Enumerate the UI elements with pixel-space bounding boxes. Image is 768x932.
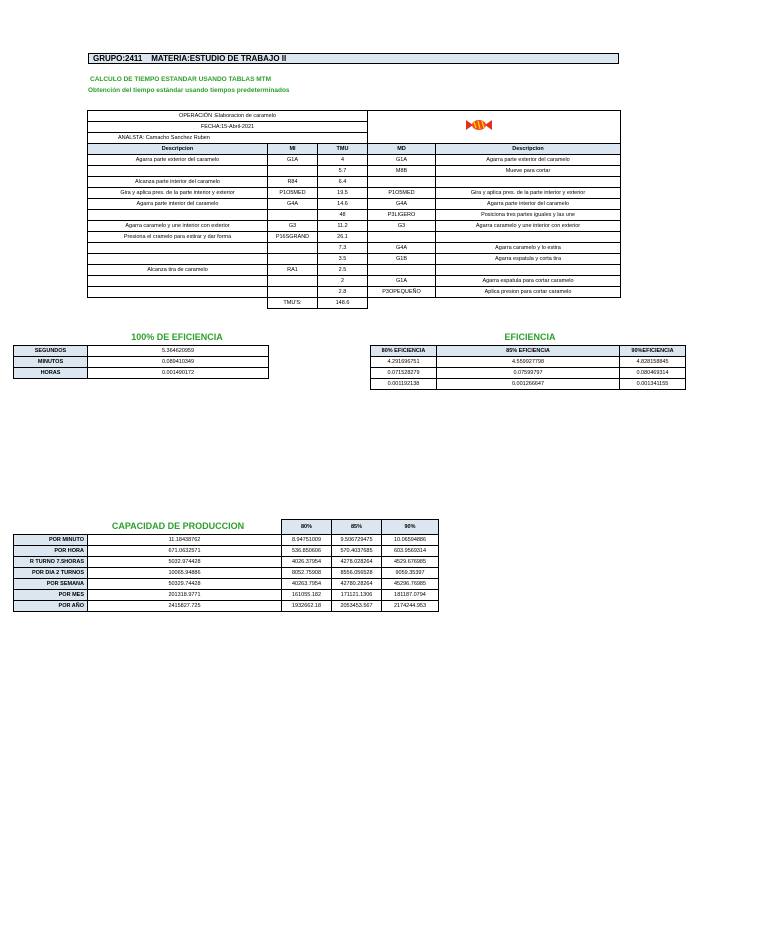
header-descripcion-right: Descripcion — [436, 144, 621, 155]
cap-value: 536.850606 — [282, 546, 332, 557]
mtm-cell-tmu: 7.3 — [318, 243, 368, 254]
eff-cell: 4.828158845 — [620, 357, 686, 368]
mtm-cell-md: G4A — [368, 243, 436, 254]
mtm-cell-mi: RA1 — [268, 265, 318, 276]
subtitle-mtm: CALCULO DE TIEMPO ESTANDAR USANDO TABLAS MTM — [90, 76, 272, 83]
table-row — [88, 188, 621, 199]
table-row — [14, 368, 269, 379]
table-row — [371, 379, 686, 390]
cap-base: 2415827.725 — [88, 601, 282, 612]
mtm-cell-tmu: 4 — [318, 155, 368, 166]
table-row — [14, 568, 439, 579]
candy-icon — [464, 118, 494, 132]
table-row — [14, 535, 439, 546]
efficiency-table — [370, 345, 686, 390]
mtm-cell-desc-right: Agarra espatula y corta tira — [436, 254, 621, 265]
mtm-cell-md — [368, 265, 436, 276]
cap-value: 171121.1306 — [332, 590, 382, 601]
mtm-cell-tmu: 5.7 — [318, 166, 368, 177]
table-row — [88, 265, 621, 276]
table-row — [88, 221, 621, 232]
eff-header-85: 85% EFICIENCIA — [437, 346, 620, 357]
cap-value: 4278.028264 — [332, 557, 382, 568]
mtm-cell-desc-left: Alcanza tira de caramelo — [88, 265, 268, 276]
mtm-cell-mi: G3 — [268, 221, 318, 232]
cap-value: 161055.182 — [282, 590, 332, 601]
operation-cell: OPERACIÓN :Elaboracion de caramelo — [88, 111, 368, 122]
cap-value: 9059.35397 — [382, 568, 439, 579]
mtm-cell-mi — [268, 243, 318, 254]
date-cell: FECHA:15-Abril-2021 — [88, 122, 368, 133]
mtm-cell-mi — [268, 287, 318, 298]
table-row — [88, 199, 621, 210]
subject-label: MATERIA:ESTUDIO DE TRABAJO II — [151, 54, 287, 63]
mtm-cell-desc-right — [436, 232, 621, 243]
mtm-cell-tmu: 48 — [318, 210, 368, 221]
efficiency100-table — [13, 345, 269, 379]
mtm-cell-mi: P1O5MED — [268, 188, 318, 199]
tmu-total-value: 148.6 — [318, 298, 368, 309]
eff-cell: 0.001266647 — [437, 379, 620, 390]
cap-value: 45296.76985 — [382, 579, 439, 590]
mtm-cell-md: G3 — [368, 221, 436, 232]
mtm-cell-md: P3LIGERO — [368, 210, 436, 221]
mtm-cell-mi: G1A — [268, 155, 318, 166]
header-bar — [88, 53, 619, 64]
eff-header-90: 90%EFICIENCIA — [620, 346, 686, 357]
table-row — [14, 346, 269, 357]
eff-header-80: 80% EFICIENCIA — [371, 346, 437, 357]
table-row — [14, 590, 439, 601]
cap-value: 570.4037685 — [332, 546, 382, 557]
eff-cell: 0.080469314 — [620, 368, 686, 379]
efficiency-title: EFICIENCIA — [504, 332, 556, 342]
cap-value: 42780.28264 — [332, 579, 382, 590]
mtm-cell-md: G1A — [368, 155, 436, 166]
eff100-value: 0.001490172 — [88, 368, 269, 379]
header-tmu: TMU — [318, 144, 368, 155]
table-row — [14, 546, 439, 557]
mtm-cell-md — [368, 232, 436, 243]
cap-value: 8.94751009 — [282, 535, 332, 546]
header-md: MD — [368, 144, 436, 155]
eff-cell: 4.291696751 — [371, 357, 437, 368]
eff100-value: 0.089410349 — [88, 357, 269, 368]
mtm-cell-desc-right: Posiciona tres partes iguales y las une — [436, 210, 621, 221]
mtm-cell-desc-right: Agarra caramelo y une interior con exterior — [436, 221, 621, 232]
cap-label: POR HORA — [14, 546, 88, 557]
mtm-cell-tmu: 26.1 — [318, 232, 368, 243]
cap-base: 11.18438762 — [88, 535, 282, 546]
cap-value: 8052.75908 — [282, 568, 332, 579]
mtm-cell-mi: P16SGRAND — [268, 232, 318, 243]
table-row — [88, 166, 621, 177]
mtm-cell-desc-left — [88, 166, 268, 177]
cap-base: 10065.94886 — [88, 568, 282, 579]
mtm-cell-tmu: 14.6 — [318, 199, 368, 210]
table-row — [88, 210, 621, 221]
mtm-cell-desc-left — [88, 287, 268, 298]
cap-value: 2053453.567 — [332, 601, 382, 612]
mtm-cell-desc-right: Agarra parte interior del caramelo — [436, 199, 621, 210]
subtitle-predetermined: Obtención del tiempo estándar usando tiempos predeterminados — [88, 87, 290, 94]
eff100-label: SEGUNDOS — [14, 346, 88, 357]
eff-cell: 0.07599797 — [437, 368, 620, 379]
mtm-cell-md — [368, 177, 436, 188]
cap-label: POR DIA 2 TURNOS — [14, 568, 88, 579]
cap-label: POR AÑO — [14, 601, 88, 612]
cap-base: 671.0632571 — [88, 546, 282, 557]
table-row — [14, 557, 439, 568]
eff100-label: MINUTOS — [14, 357, 88, 368]
cap-label: POR MES — [14, 590, 88, 601]
mtm-cell-md: G1B — [368, 254, 436, 265]
table-row — [14, 357, 269, 368]
cap-label: POR MINUTO — [14, 535, 88, 546]
mtm-cell-desc-left — [88, 243, 268, 254]
mtm-cell-md: P3OPEQUEÑO — [368, 287, 436, 298]
mtm-cell-desc-left — [88, 210, 268, 221]
mtm-cell-mi: R84 — [268, 177, 318, 188]
header-mi: MI — [268, 144, 318, 155]
cap-value: 2174244.953 — [382, 601, 439, 612]
eff-cell: 4.559927798 — [437, 357, 620, 368]
cap-value: 4529.676985 — [382, 557, 439, 568]
cap-value: 181187.0794 — [382, 590, 439, 601]
cap-base: 5032.974428 — [88, 557, 282, 568]
mtm-cell-md: G4A — [368, 199, 436, 210]
capacity-table — [13, 519, 439, 612]
table-row — [88, 287, 621, 298]
cap-value: 10.06594886 — [382, 535, 439, 546]
mtm-cell-md: G1A — [368, 276, 436, 287]
mtm-cell-desc-left: Agarra parte exterior del caramelo — [88, 155, 268, 166]
table-row — [14, 579, 439, 590]
mtm-cell-desc-left: Presiona el cramelo para estirar y dar forma — [88, 232, 268, 243]
eff100-value: 5.364620959 — [88, 346, 269, 357]
cap-label: R TURNO 7.5HORAS — [14, 557, 88, 568]
mtm-cell-desc-right — [436, 177, 621, 188]
mtm-cell-desc-left: Gira y aplica pres. de la parte interior y exterior — [88, 188, 268, 199]
cap-label: POR SEMANA — [14, 579, 88, 590]
cap-value: 603.9569314 — [382, 546, 439, 557]
table-row — [88, 243, 621, 254]
mtm-cell-tmu: 3.5 — [318, 254, 368, 265]
cap-value: 4026.37954 — [282, 557, 332, 568]
mtm-cell-desc-right: Mueve para cortar — [436, 166, 621, 177]
cap-value: 1932662.18 — [282, 601, 332, 612]
cap-header-85: 85% — [332, 520, 382, 535]
mtm-cell-tmu: 2.5 — [318, 265, 368, 276]
table-row — [88, 254, 621, 265]
analyst-cell: ANALSTA: Camacho Sanchez Ruben — [88, 133, 368, 144]
mtm-cell-desc-right: Agarra parte exterior del caramelo — [436, 155, 621, 166]
efficiency100-title: 100% DE EFICIENCIA — [131, 332, 223, 342]
mtm-cell-tmu: 6.4 — [318, 177, 368, 188]
table-row — [371, 357, 686, 368]
header-descripcion-left: Descripcion — [88, 144, 268, 155]
mtm-cell-desc-right: Gira y aplica pres. de la parte interior y exterior — [436, 188, 621, 199]
table-row — [88, 155, 621, 166]
eff-cell: 0.001341155 — [620, 379, 686, 390]
cap-base: 50329.74428 — [88, 579, 282, 590]
mtm-cell-mi — [268, 166, 318, 177]
table-row — [88, 232, 621, 243]
mtm-cell-md: M8B — [368, 166, 436, 177]
eff-cell: 0.071528279 — [371, 368, 437, 379]
mtm-cell-mi — [268, 210, 318, 221]
eff100-label: HORAS — [14, 368, 88, 379]
cap-value: 9.506729475 — [332, 535, 382, 546]
cap-value: 8556.056528 — [332, 568, 382, 579]
mtm-cell-desc-left: Agarra caramelo y une interior con exterior — [88, 221, 268, 232]
mtm-cell-desc-left: Alcanza parte interior del caramelo — [88, 177, 268, 188]
cap-header-90: 90% — [382, 520, 439, 535]
mtm-cell-md: P1O5MED — [368, 188, 436, 199]
table-row — [88, 276, 621, 287]
mtm-cell-desc-right: Agarra caramelo y lo estira — [436, 243, 621, 254]
capacity-title: CAPACIDAD DE PRODUCCION — [111, 521, 245, 531]
mtm-cell-tmu: 2.8 — [318, 287, 368, 298]
candy-cell — [368, 111, 621, 144]
mtm-cell-tmu: 19.5 — [318, 188, 368, 199]
mtm-cell-mi — [268, 276, 318, 287]
mtm-cell-mi — [268, 254, 318, 265]
mtm-cell-tmu: 2 — [318, 276, 368, 287]
mtm-table — [87, 110, 621, 309]
mtm-cell-desc-left — [88, 276, 268, 287]
mtm-cell-desc-right: Aplica presion para cortar caramelo — [436, 287, 621, 298]
mtm-cell-mi: G4A — [268, 199, 318, 210]
table-row — [88, 177, 621, 188]
eff-cell: 0.001192138 — [371, 379, 437, 390]
table-row — [14, 601, 439, 612]
mtm-cell-tmu: 11.2 — [318, 221, 368, 232]
cap-value: 40263.7954 — [282, 579, 332, 590]
table-row — [371, 368, 686, 379]
mtm-cell-desc-left — [88, 254, 268, 265]
mtm-cell-desc-right: Agarra espatula para cortar caramelo — [436, 276, 621, 287]
mtm-cell-desc-left: Agarra parte interior del caramelo — [88, 199, 268, 210]
mtm-cell-desc-right — [436, 265, 621, 276]
tmu-total-label: TMU'S: — [268, 298, 318, 309]
cap-base: 201318.9771 — [88, 590, 282, 601]
cap-header-80: 80% — [282, 520, 332, 535]
group-label: GRUPO:2411 — [93, 54, 143, 63]
